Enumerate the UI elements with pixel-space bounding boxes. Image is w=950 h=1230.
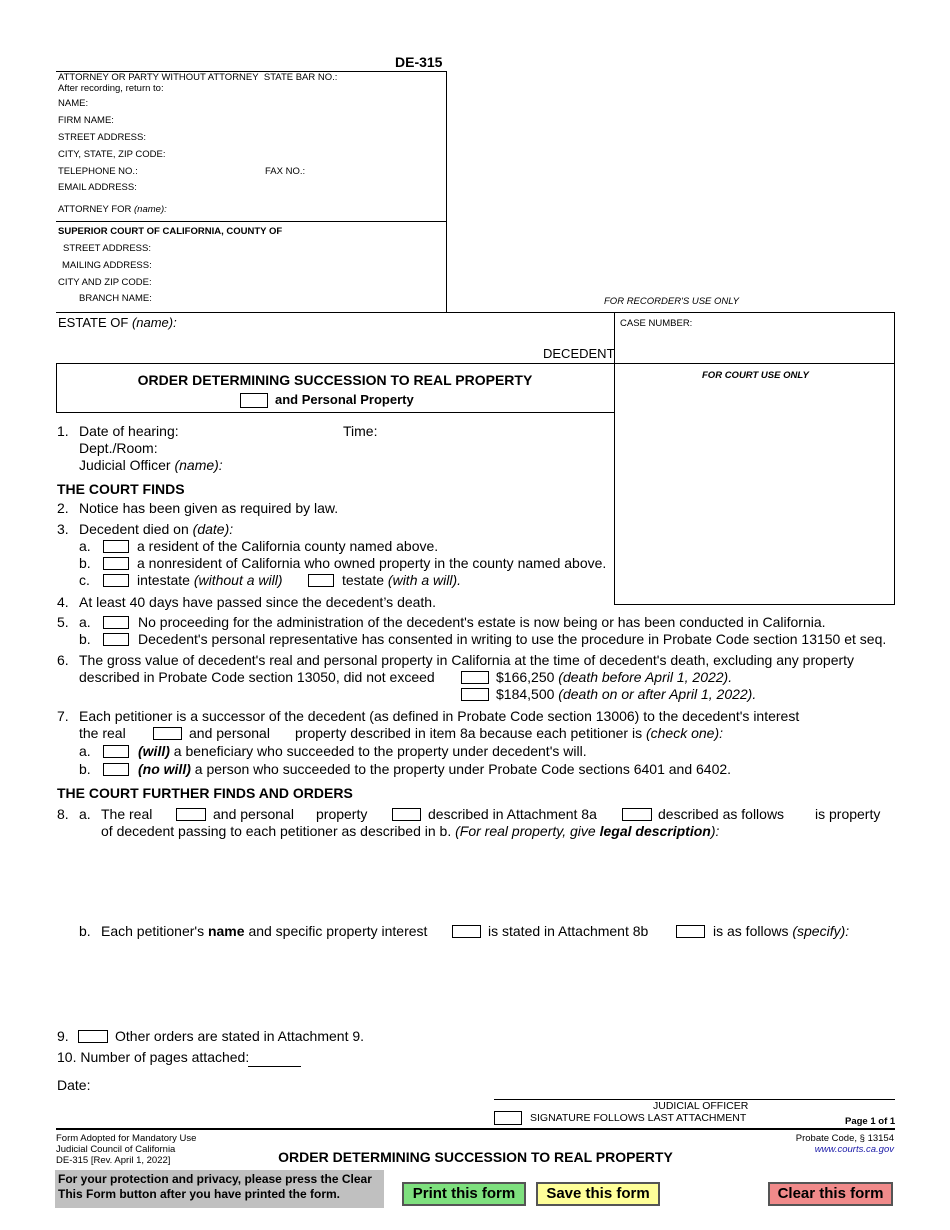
item-3a-text: a resident of the California county named above. [137,538,439,554]
item-8a-line2: of decedent passing to each petitioner as described in b. (For real property, give legal description): [101,823,720,839]
item-9-text: Other orders are stated in Attachment 9. [115,1028,365,1044]
court-mailing-label: MAILING ADDRESS: [62,260,152,271]
decedent-label: DECEDENT [543,346,615,361]
item-7-real-checkbox[interactable] [153,727,182,740]
item-7a-letter: a. [79,743,91,759]
hearing-date-label: Date of hearing: [79,423,179,439]
item-7-line1: Each petitioner is a successor of the decedent (as defined in Probate Code section 13006) to the decedent's interest [79,708,800,724]
item-8a-follows-text: described as follows [658,806,785,822]
date-label: Date: [57,1077,91,1093]
fax-label: FAX NO.: [265,166,306,177]
footer-adopted: Form Adopted for Mandatory Use [56,1133,197,1144]
dept-label: Dept./Room: [79,440,158,456]
item-3-number: 3. [57,521,69,537]
privacy-line-1: For your protection and privacy, please press the Clear [58,1172,372,1186]
form-subtitle: and Personal Property [275,392,414,407]
item-5b-checkbox[interactable] [103,633,129,646]
hearing-time-label: Time: [343,423,378,439]
item-9-number: 9. [57,1028,69,1044]
page-count: Page 1 of 1 [845,1116,896,1127]
item-8a-property-label: property [316,806,368,822]
court-heading: SUPERIOR COURT OF CALIFORNIA, COUNTY OF [58,226,283,237]
item-2-number: 2. [57,500,69,516]
attorney-name-label: NAME: [58,98,89,109]
item-6-after-text: $184,500 (death on or after April 1, 2022). [496,686,757,702]
item-7-number: 7. [57,708,69,724]
judicial-officer-label: Judicial Officer (name): [79,457,223,473]
item-8a-real-label: The real [101,806,153,822]
signature-follows-checkbox[interactable] [494,1111,522,1125]
recorder-use: FOR RECORDER'S USE ONLY [604,296,740,307]
item-5a-text: No proceeding for the administration of the decedent's estate is now being or has been conducted in California. [138,614,826,630]
attorney-for-label: ATTORNEY FOR (name): [58,204,167,215]
court-use: FOR COURT USE ONLY [702,370,809,381]
item-3a-letter: a. [79,538,91,554]
item-1-number: 1. [57,423,69,439]
estate-label: ESTATE OF (name): [58,315,177,330]
telephone-label: TELEPHONE NO.: [58,166,138,177]
item-4-text: At least 40 days have passed since the decedent’s death. [79,594,436,610]
print-button[interactable]: Print this form [402,1182,526,1206]
signature-follows-text: SIGNATURE FOLLOWS LAST ATTACHMENT [530,1112,747,1124]
court-street-label: STREET ADDRESS: [63,243,151,254]
item-7-real-label: the real [79,725,126,741]
item-3c-testate-text: testate (with a will). [342,572,462,588]
item-8a-letter: a. [79,806,91,822]
form-number: DE-315 [395,54,443,70]
privacy-notice [55,1170,384,1208]
save-button[interactable]: Save this form [536,1182,660,1206]
firm-name-label: FIRM NAME: [58,115,114,126]
court-finds-heading: THE COURT FINDS [57,481,185,497]
item-7b-checkbox[interactable] [103,763,129,776]
item-8a-is-property: is property [815,806,881,822]
footer-revision: DE-315 [Rev. April 1, 2022] [56,1155,171,1166]
item-8a-personal-label: and personal [213,806,294,822]
attorney-city-label: CITY, STATE, ZIP CODE: [58,149,166,160]
footer-url[interactable]: www.courts.ca.gov [814,1144,894,1155]
branch-label: BRANCH NAME: [79,293,152,304]
recording-label: After recording, return to: [58,83,164,94]
item-3-text: Decedent died on (date): [79,521,234,537]
item-5b-text: Decedent's personal representative has consented in writing to use the procedure in Probate Code section 13150 et seq. [138,631,887,647]
item-8b-attachment-text: is stated in Attachment 8b [488,923,649,939]
item-10-text: 10. Number of pages attached: [57,1049,250,1065]
court-city-label: CITY AND ZIP CODE: [58,277,152,288]
item-7-line2-rest: property described in item 8a because each petitioner is (check one): [295,725,724,741]
item-8a-real-checkbox[interactable] [176,808,206,821]
item-8b-text: Each petitioner's name and specific property interest [101,923,428,939]
item-3c-intestate-text: intestate (without a will) [137,572,283,588]
further-heading: THE COURT FURTHER FINDS AND ORDERS [57,785,353,801]
item-7a-checkbox[interactable] [103,745,129,758]
item-8a-attachment-checkbox[interactable] [392,808,421,821]
item-3a-checkbox[interactable] [103,540,129,553]
item-6-line1: The gross value of decedent's real and personal property in California at the time of decedent's death, excluding any property [79,652,855,668]
item-3b-checkbox[interactable] [103,557,129,570]
email-label: EMAIL ADDRESS: [58,182,137,193]
item-6-number: 6. [57,652,69,668]
attorney-street-label: STREET ADDRESS: [58,132,146,143]
privacy-line-2: This Form button after you have printed the form. [58,1187,341,1201]
personal-property-checkbox[interactable] [240,393,268,408]
item-8b-follows-text: is as follows (specify): [713,923,850,939]
item-5b-letter: b. [79,631,91,647]
item-3b-text: a nonresident of California who owned property in the county named above. [137,555,607,571]
item-8b-follows-checkbox[interactable] [676,925,705,938]
pages-attached-field[interactable] [248,1066,301,1067]
item-8b-attachment-checkbox[interactable] [452,925,481,938]
item-7b-text: (no will) a person who succeeded to the property under Probate Code sections 6401 and 6402. [138,761,732,777]
item-9-checkbox[interactable] [78,1030,108,1043]
clear-button[interactable]: Clear this form [768,1182,893,1206]
item-3b-letter: b. [79,555,91,571]
item-6-before-checkbox[interactable] [461,671,489,684]
item-5a-checkbox[interactable] [103,616,129,629]
item-6-line2: described in Probate Code section 13050, did not exceed [79,669,435,685]
judicial-officer-caption: JUDICIAL OFFICER [653,1100,749,1112]
footer-council: Judicial Council of California [56,1144,176,1155]
case-number-label: CASE NUMBER: [620,318,693,329]
item-3c-letter: c. [79,572,90,588]
item-7a-text: (will) a beneficiary who succeeded to the property under decedent's will. [138,743,587,759]
item-5-number: 5. [57,614,69,630]
item-8a-follows-checkbox[interactable] [622,808,652,821]
item-4-number: 4. [57,594,69,610]
form-title: ORDER DETERMINING SUCCESSION TO REAL PROPERTY [137,372,533,388]
footer-title: ORDER DETERMINING SUCCESSION TO REAL PROPERTY [278,1149,673,1165]
item-8b-letter: b. [79,923,91,939]
item-3c-intestate-checkbox[interactable] [103,574,129,587]
item-8a-attachment-text: described in Attachment 8a [428,806,597,822]
item-8-number: 8. [57,806,69,822]
item-2-text: Notice has been given as required by law. [79,500,339,516]
attorney-heading: ATTORNEY OR PARTY WITHOUT ATTORNEY STATE BAR NO.: [58,72,338,83]
item-3c-testate-checkbox[interactable] [308,574,334,587]
item-6-before-text: $166,250 (death before April 1, 2022). [496,669,733,685]
item-6-after-checkbox[interactable] [461,688,489,701]
item-5a-letter: a. [79,614,91,630]
footer-code: Probate Code, § 13154 [795,1133,894,1144]
item-7b-letter: b. [79,761,91,777]
item-7-personal-label: and personal [189,725,270,741]
